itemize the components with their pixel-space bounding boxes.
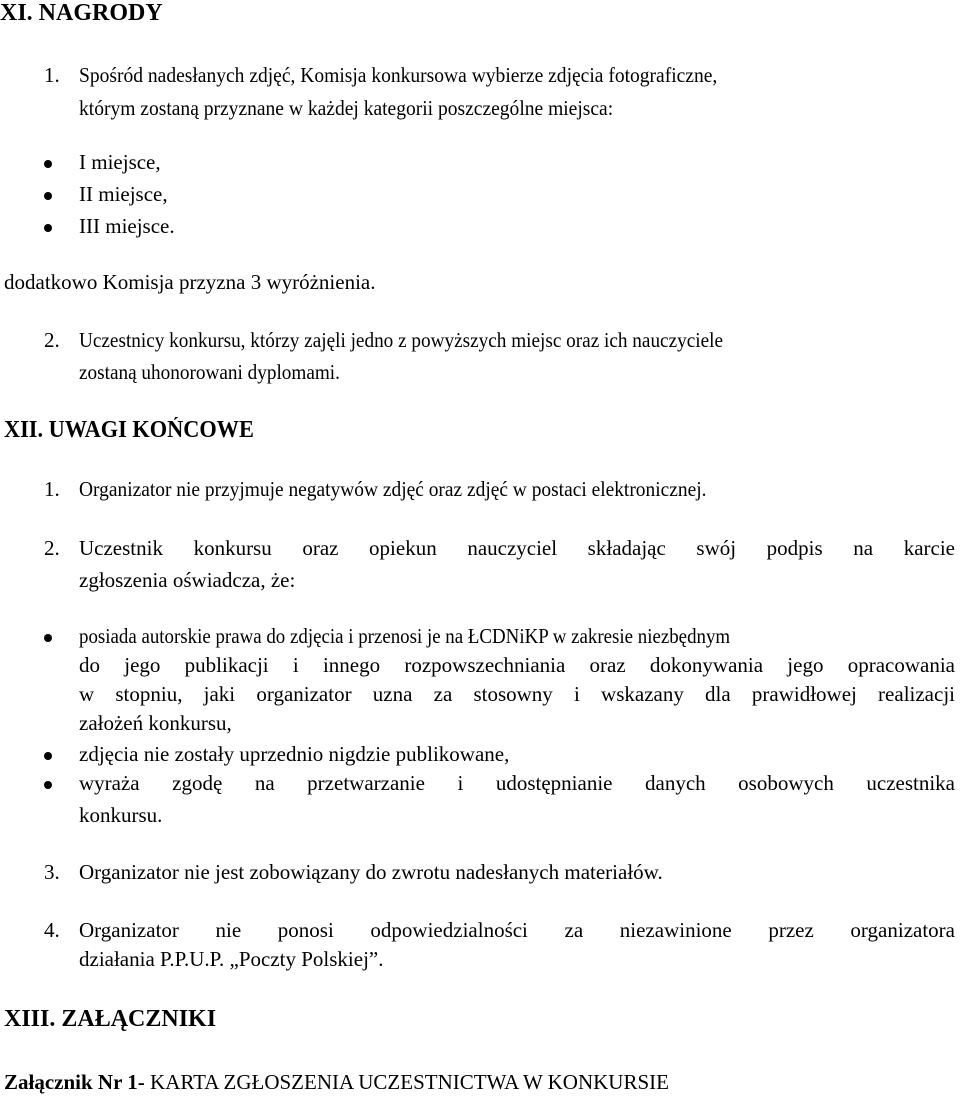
place-2: II miejsce, bbox=[79, 182, 168, 206]
xii-p2-number: 2. bbox=[44, 536, 60, 560]
xii-p3-number: 3. bbox=[44, 860, 60, 884]
attachment-text: KARTA ZGŁOSZENIA UCZESTNICTWA W KONKURSIE bbox=[144, 1070, 669, 1094]
bullet-icon bbox=[44, 160, 52, 168]
bullet-icon bbox=[44, 634, 52, 642]
xii-p3-text: Organizator nie jest zobowiązany do zwrotu nadesłanych materiałów. bbox=[79, 860, 663, 884]
place-1: I miejsce, bbox=[79, 150, 161, 174]
xii-p4-number: 4. bbox=[44, 918, 60, 942]
xii-bullet2: zdjęcia nie zostały uprzednio nigdzie publikowane, bbox=[79, 742, 510, 766]
xii-p2-line2: zgłoszenia oświadcza, że: bbox=[79, 568, 296, 592]
attachment-1 bbox=[4, 1069, 669, 1095]
xi-p2-line2 bbox=[79, 359, 364, 385]
xi-p1-number: 1. bbox=[44, 63, 60, 87]
bullet-icon bbox=[44, 224, 52, 232]
xii-bullet1-line2: do jego publikacji i innego rozpowszechniania oraz dokonywania jego opracowania bbox=[79, 653, 955, 677]
xii-bullet3-line1: wyraża zgodę na przetwarzanie i udostępnianie danych osobowych uczestnika bbox=[79, 771, 955, 795]
xi-p1-line1-text: Spośród nadesłanych zdjęć, Komisja konkursowa wybierze zdjęcia fotograficzne, bbox=[79, 63, 718, 87]
bullet-icon bbox=[44, 781, 52, 789]
xi-p2-number: 2. bbox=[44, 328, 60, 352]
xi-p1-line2-text: którym zostaną przyznane w każdej kategorii poszczególne miejsca: bbox=[79, 96, 614, 120]
section-xii-title-text: XII. UWAGI KOŃCOWE bbox=[4, 417, 254, 443]
xii-bullet3-line2: konkursu. bbox=[79, 803, 163, 827]
section-xi-title: XI. NAGRODY bbox=[0, 0, 163, 26]
xi-p2-line1-text: Uczestnicy konkursu, którzy zajęli jedno z powyższych miejsc oraz ich nauczyciele bbox=[79, 328, 723, 352]
bullet-icon bbox=[44, 192, 52, 200]
xi-p2-line2-text: zostaną uhonorowani dyplomami. bbox=[79, 360, 340, 384]
xi-extra-award: dodatkowo Komisja przyzna 3 wyróżnienia. bbox=[4, 270, 376, 294]
attachment-label: Załącznik Nr 1- bbox=[4, 1070, 145, 1094]
xi-p1-line2 bbox=[79, 95, 653, 121]
section-xiii-title: XIII. ZAŁĄCZNIKI bbox=[4, 1006, 217, 1032]
xii-bullet1-line1 bbox=[79, 623, 802, 649]
xii-p1-number: 1. bbox=[44, 477, 60, 501]
xi-p2-line1 bbox=[79, 327, 783, 353]
xii-p2-line1: Uczestnik konkursu oraz opiekun nauczyciel składając swój podpis na karcie bbox=[79, 536, 955, 560]
xii-bullet1-line3: w stopniu, jaki organizator uzna za stosowny i wskazany dla prawidłowej realizacji bbox=[79, 682, 955, 706]
xii-p4-line2: działania P.P.U.P. „Poczty Polskiej”. bbox=[79, 947, 384, 971]
xii-p1-text-span: Organizator nie przyjmuje negatywów zdjęć oraz zdjęć w postaci elektronicznej. bbox=[79, 477, 707, 501]
bullet-icon bbox=[44, 752, 52, 760]
xii-p1-text bbox=[79, 476, 757, 502]
xii-bullet1-line1-text: posiada autorskie prawa do zdjęcia i przenosi je na ŁCDNiKP w zakresie niezbędnym bbox=[79, 624, 731, 648]
xi-p1-line1 bbox=[79, 62, 765, 88]
section-xii-title bbox=[4, 417, 273, 443]
xii-bullet1-line4: założeń konkursu, bbox=[79, 711, 232, 735]
place-3: III miejsce. bbox=[79, 214, 175, 238]
xii-p4-line1: Organizator nie ponosi odpowiedzialności za niezawinione przez organizatora bbox=[79, 918, 955, 942]
